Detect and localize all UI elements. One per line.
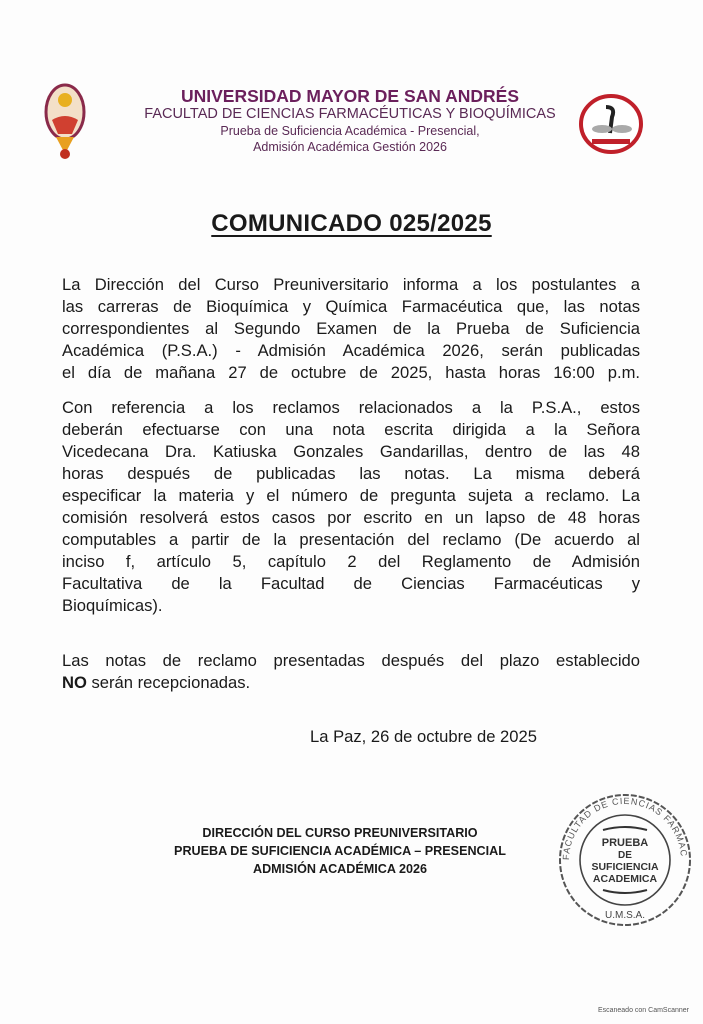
document-date: La Paz, 26 de octubre de 2025 xyxy=(310,727,537,746)
university-name: UNIVERSIDAD MAYOR DE SAN ANDRÉS xyxy=(180,86,520,106)
svg-text:ACADEMICA: ACADEMICA xyxy=(592,873,658,885)
text-line: deberán efectuarse con una nota escrita dirigida a la Señora xyxy=(62,420,640,439)
text-line: las carreras de Bioquímica y Química Farmacéutica que, las notas xyxy=(62,297,640,316)
text-line: Con referencia a los reclamos relacionados a la P.S.A., estos xyxy=(62,398,640,417)
text-line: especificar la materia y el número de pregunta sujeta a reclamo. La xyxy=(62,486,640,505)
svg-text:DE: DE xyxy=(618,850,632,861)
program-name: Prueba de Suficiencia Académica - Presencial, xyxy=(220,124,480,138)
signature-block xyxy=(130,824,550,878)
text-line: inciso f, artículo 5, capítulo 2 del Reglamento de Admisión xyxy=(62,552,640,571)
letterhead xyxy=(110,86,590,155)
text-line: comisión resolverá estos casos por escrito en un lapso de 48 horas xyxy=(62,508,640,527)
text-line: Las notas de reclamo presentadas después del plazo establecido xyxy=(62,651,640,670)
document-title: COMUNICADO 025/2025 xyxy=(211,210,492,237)
svg-text:FACULTAD DE CIENCIAS FARMACÉUT: FACULTAD DE CIENCIAS FARMAC xyxy=(560,795,690,861)
emphasis-no: NO xyxy=(62,673,87,692)
admission-name: Admisión Académica Gestión 2026 xyxy=(253,140,447,154)
umsa-logo xyxy=(42,82,88,167)
text-line: el día de mañana 27 de octubre de 2025, hasta horas 16:00 p.m. xyxy=(62,363,640,382)
paragraph-3 xyxy=(62,650,640,694)
text-line: La Dirección del Curso Preuniversitario informa a los postulantes a xyxy=(62,275,640,294)
signature-line: DIRECCIÓN DEL CURSO PREUNIVERSITARIO xyxy=(202,826,478,840)
paragraph-1 xyxy=(62,274,640,384)
scanner-watermark: Escaneado con CamScanner xyxy=(597,1007,689,1014)
signature-line: ADMISIÓN ACADÉMICA 2026 xyxy=(252,862,427,876)
signature-line: PRUEBA DE SUFICIENCIA ACADÉMICA – PRESENCIAL xyxy=(174,844,506,858)
official-stamp xyxy=(555,790,695,935)
text-line: horas después de publicadas las notas. La misma deberá xyxy=(62,464,640,483)
paragraph-2 xyxy=(62,397,640,617)
svg-text:U.M.S.A.: U.M.S.A. xyxy=(604,910,646,921)
text-line: Bioquímicas). xyxy=(62,596,163,615)
svg-text:PRUEBA: PRUEBA xyxy=(601,837,649,849)
svg-text:SUFICIENCIA: SUFICIENCIA xyxy=(591,861,659,873)
text-line: Vicedecana Dra. Katiuska Gonzales Gandarillas, dentro de las 48 xyxy=(62,442,640,461)
text-line: Académica (P.S.A.) - Admisión Académica 2026, serán publicadas xyxy=(62,341,640,360)
text-line: Facultativa de la Facultad de Ciencias Farmacéuticas y xyxy=(62,574,640,593)
text-line: computables a partir de la presentación del reclamo (De acuerdo al xyxy=(62,530,640,549)
text-line: serán recepcionadas. xyxy=(86,673,251,692)
text-line: correspondientes al Segundo Examen de la Prueba de Suficiencia xyxy=(62,319,640,338)
faculty-name: FACULTAD DE CIENCIAS FARMACÉUTICAS Y BIOQUÍMICAS xyxy=(144,106,556,122)
